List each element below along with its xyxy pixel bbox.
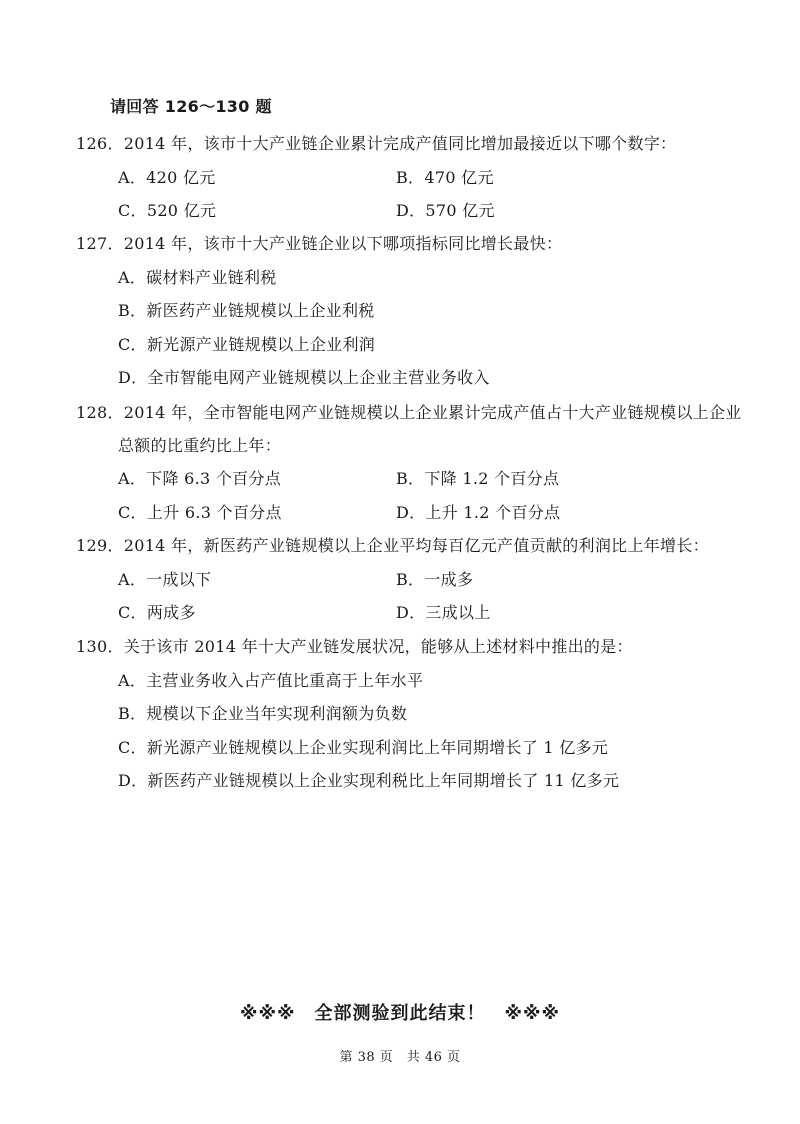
option: D．全市智能电网产业链规模以上企业主营业务收入	[118, 368, 490, 387]
option: C．新光源产业链规模以上企业利润	[118, 335, 376, 354]
question-stem: 128．2014 年，全市智能电网产业链规模以上企业累计完成产值占十大产业链规模以上企业	[76, 403, 742, 422]
option: B．一成多	[396, 570, 474, 589]
option: C．上升 6.3 个百分点	[118, 503, 282, 522]
section-title: 请回答 126～130 题	[110, 97, 272, 116]
page-number-footer: 第 38 页 共 46 页	[339, 1050, 461, 1065]
option: D．三成以上	[396, 603, 491, 622]
option: C．520 亿元	[118, 201, 217, 220]
question-stem: 126．2014 年，该市十大产业链企业累计完成产值同比增加最接近以下哪个数字：	[76, 134, 677, 153]
option: D．新医药产业链规模以上企业实现利税比上年同期增长了 11 亿多元	[118, 771, 620, 790]
option: B．新医药产业链规模以上企业利税	[118, 301, 375, 320]
option: A．420 亿元	[118, 168, 216, 187]
option: C．两成多	[118, 603, 196, 622]
option: B．规模以下企业当年实现利润额为负数	[118, 704, 408, 723]
ending-banner: ※※※ 全部测验到此结束！ ※※※	[240, 1003, 560, 1024]
option: A．主营业务收入占产值比重高于上年水平	[118, 671, 424, 690]
option: A．一成以下	[118, 570, 212, 589]
option: D．570 亿元	[396, 201, 495, 220]
option: A．碳材料产业链利税	[118, 268, 277, 287]
option: A．下降 6.3 个百分点	[118, 469, 282, 488]
option: B．下降 1.2 个百分点	[396, 469, 560, 488]
question-stem: 130．关于该市 2014 年十大产业链发展状况，能够从上述材料中推出的是：	[76, 637, 633, 656]
option: B．470 亿元	[396, 168, 494, 187]
question-stem: 127．2014 年，该市十大产业链企业以下哪项指标同比增长最快：	[76, 234, 563, 253]
question-stem-continued: 总额的比重约比上年：	[118, 436, 282, 455]
option: D．上升 1.2 个百分点	[396, 503, 561, 522]
option: C．新光源产业链规模以上企业实现利润比上年同期增长了 1 亿多元	[118, 738, 609, 757]
question-stem: 129．2014 年，新医药产业链规模以上企业平均每百亿元产值贡献的利润比上年增长：	[76, 536, 709, 555]
